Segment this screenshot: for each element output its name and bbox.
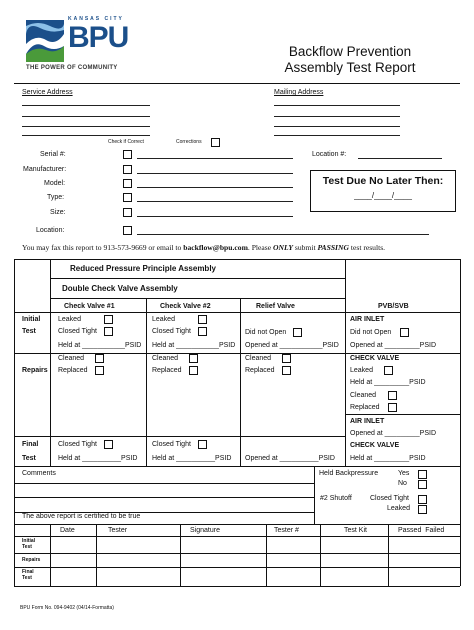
rpp-heading: Reduced Pressure Principle Assembly [70, 264, 216, 273]
cv1-replaced-label: Replaced [58, 367, 88, 374]
service-address-label: Service Address [22, 89, 73, 96]
pvb-check-valve-label: CHECK VALVE [350, 355, 400, 362]
model-checkbox[interactable] [123, 179, 132, 188]
cv1-replaced-checkbox[interactable] [95, 366, 104, 375]
cv2-closed-tight-label: Closed Tight [152, 328, 191, 335]
sig-col-test-kit: Test Kit [344, 527, 367, 534]
pvb-check-valve-2-label: CHECK VALVE [350, 442, 400, 449]
cv1-held-at[interactable]: Held at ___________PSID [58, 342, 142, 349]
serial-label: Serial #: [40, 151, 66, 158]
held-backpressure-label: Held Backpressure [319, 470, 379, 477]
mailing-address-label: Mailing Address [274, 89, 324, 96]
title-line-1: Backflow Prevention [288, 44, 412, 59]
row-initial-label: Initial [22, 316, 41, 323]
pvb-air-inlet-2-label: AIR INLET [350, 418, 385, 425]
cv2-final-held-at[interactable]: Held at __________PSID [152, 455, 232, 462]
test-due-label: Test Due No Later Then: [322, 175, 444, 187]
pvb-held-at[interactable]: Held at _________PSID [350, 379, 426, 386]
row-repairs-label: Repairs [22, 367, 48, 374]
cv1-cleaned-checkbox[interactable] [95, 354, 104, 363]
sig-col-date: Date [60, 527, 75, 534]
pvb-opened-at[interactable]: Opened at _________PSID [350, 342, 437, 349]
size-checkbox[interactable] [123, 208, 132, 217]
cv1-leaked-label: Leaked [58, 316, 81, 323]
cv2-closed-tight-checkbox[interactable] [198, 327, 207, 336]
relief-cleaned-label: Cleaned [245, 355, 272, 362]
shutoff-label: #2 Shutoff [320, 495, 352, 502]
pvb-air-inlet-label: AIR INLET [350, 316, 385, 323]
col-check-valve-1: Check Valve #1 [64, 303, 115, 310]
row-test-label: Test [22, 328, 36, 335]
cv1-closed-tight-checkbox[interactable] [104, 327, 113, 336]
shutoff-closed-tight-checkbox[interactable] [418, 495, 427, 504]
shutoff-leaked-checkbox[interactable] [418, 505, 427, 514]
col-relief-valve: Relief Valve [256, 303, 295, 310]
sig-row-repairs: Repairs [22, 557, 41, 563]
cv2-replaced-label: Replaced [152, 367, 182, 374]
page-title [270, 44, 430, 76]
relief-final-opened-at[interactable]: Opened at __________PSID [245, 455, 335, 462]
bpu-logo [22, 14, 142, 76]
relief-cleaned-checkbox[interactable] [282, 354, 291, 363]
relief-replaced-label: Replaced [245, 367, 275, 374]
relief-opened-at[interactable]: Opened at ___________PSID [245, 342, 339, 349]
email-link[interactable]: backflow@bpu.com [183, 243, 248, 252]
cv2-replaced-checkbox[interactable] [189, 366, 198, 375]
manufacturer-field[interactable] [137, 173, 293, 174]
pvb-held-at-2[interactable]: Held at _________PSID [350, 455, 426, 462]
cv1-final-held-at[interactable]: Held at __________PSID [58, 455, 138, 462]
cv2-held-at[interactable]: Held at ___________PSID [152, 342, 236, 349]
cv1-leaked-checkbox[interactable] [104, 315, 113, 324]
sig-col-signature: Signature [190, 527, 220, 534]
sig-col-passed-failed: Passed Failed [398, 527, 445, 534]
logo-name: BPU [68, 21, 129, 54]
logo-mark-icon [26, 20, 64, 62]
location-field[interactable] [137, 234, 429, 235]
model-label: Model: [44, 180, 66, 187]
relief-did-not-open-label: Did not Open [245, 329, 287, 336]
test-due-date[interactable]: ____/____/____ [354, 191, 412, 200]
held-no-checkbox[interactable] [418, 480, 427, 489]
logo-kansas-city: KANSAS CITY [68, 16, 124, 22]
relief-did-not-open-checkbox[interactable] [293, 328, 302, 337]
row-final-test-label: Test [22, 455, 36, 462]
cv2-cleaned-checkbox[interactable] [189, 354, 198, 363]
pvb-cleaned-checkbox[interactable] [388, 391, 397, 400]
pvb-leaked-checkbox[interactable] [384, 366, 393, 375]
cv1-cleaned-label: Cleaned [58, 355, 85, 362]
cv2-cleaned-label: Cleaned [152, 355, 179, 362]
logo-tagline: THE POWER OF COMMUNITY [26, 65, 118, 71]
check-if-correct-label: Check if Correct [108, 139, 144, 145]
certified-statement: The above report is certified to be true [22, 513, 141, 520]
col-pvb-svb: PVB/SVB [378, 303, 409, 310]
cv2-leaked-label: Leaked [152, 316, 175, 323]
type-field[interactable] [137, 201, 293, 202]
cv1-final-closed-tight-checkbox[interactable] [104, 440, 113, 449]
corrections-checkbox[interactable] [211, 138, 220, 147]
form-number-footer: BPU Form No. 094-9402 (04/14-Formatta) [20, 605, 114, 611]
cv1-final-closed-tight-label: Closed Tight [58, 441, 97, 448]
type-label: Type: [47, 194, 65, 201]
held-yes-checkbox[interactable] [418, 470, 427, 479]
row-final-label: Final [22, 441, 39, 448]
location-num-field[interactable] [358, 158, 442, 159]
shutoff-leaked-label: Leaked [387, 505, 410, 512]
size-field[interactable] [137, 216, 293, 217]
corrections-label: Corrections [176, 139, 202, 145]
pvb-cleaned-label: Cleaned [350, 392, 377, 399]
sig-row-final: Final Test [22, 569, 34, 581]
pvb-did-not-open-checkbox[interactable] [400, 328, 409, 337]
cv2-final-closed-tight-label: Closed Tight [152, 441, 191, 448]
sig-col-tester: Tester [108, 527, 128, 534]
serial-checkbox[interactable] [123, 150, 132, 159]
location-checkbox[interactable] [123, 226, 132, 235]
comments-label: Comments [22, 470, 56, 477]
relief-replaced-checkbox[interactable] [282, 366, 291, 375]
pvb-did-not-open-label: Did not Open [350, 329, 392, 336]
title-line-2: Assembly Test Report [284, 60, 416, 75]
manufacturer-checkbox[interactable] [123, 165, 132, 174]
pvb-opened-at-2[interactable]: Opened at _________PSID [350, 430, 437, 437]
sig-row-initial: Initial Test [22, 538, 36, 550]
dcv-heading: Double Check Valve Assembly [62, 284, 178, 293]
serial-field[interactable] [137, 158, 293, 159]
pvb-replaced-checkbox[interactable] [388, 403, 397, 412]
fax-number: 913-573-9669 [103, 243, 147, 252]
location-label: Location: [36, 227, 65, 234]
cv2-final-closed-tight-checkbox[interactable] [198, 440, 207, 449]
held-yes-label: Yes [398, 470, 410, 477]
pvb-leaked-label: Leaked [350, 367, 373, 374]
shutoff-closed-tight-label: Closed Tight [370, 495, 409, 502]
pvb-replaced-label: Replaced [350, 404, 380, 411]
fax-instructions: You may fax this report to 913-573-9669 or email to backflow@bpu.com. Please ONLY submit PASSING test results. [22, 243, 386, 252]
cv1-closed-tight-label: Closed Tight [58, 328, 97, 335]
col-check-valve-2: Check Valve #2 [160, 303, 211, 310]
cv2-leaked-checkbox[interactable] [198, 315, 207, 324]
location-num-label: Location #: [312, 151, 347, 158]
type-checkbox[interactable] [123, 193, 132, 202]
manufacturer-label: Manufacturer: [23, 166, 67, 173]
model-field[interactable] [137, 187, 293, 188]
test-due-box [310, 170, 456, 212]
sig-col-tester-num: Tester # [274, 527, 299, 534]
held-no-label: No [398, 480, 407, 487]
size-label: Size: [50, 209, 66, 216]
